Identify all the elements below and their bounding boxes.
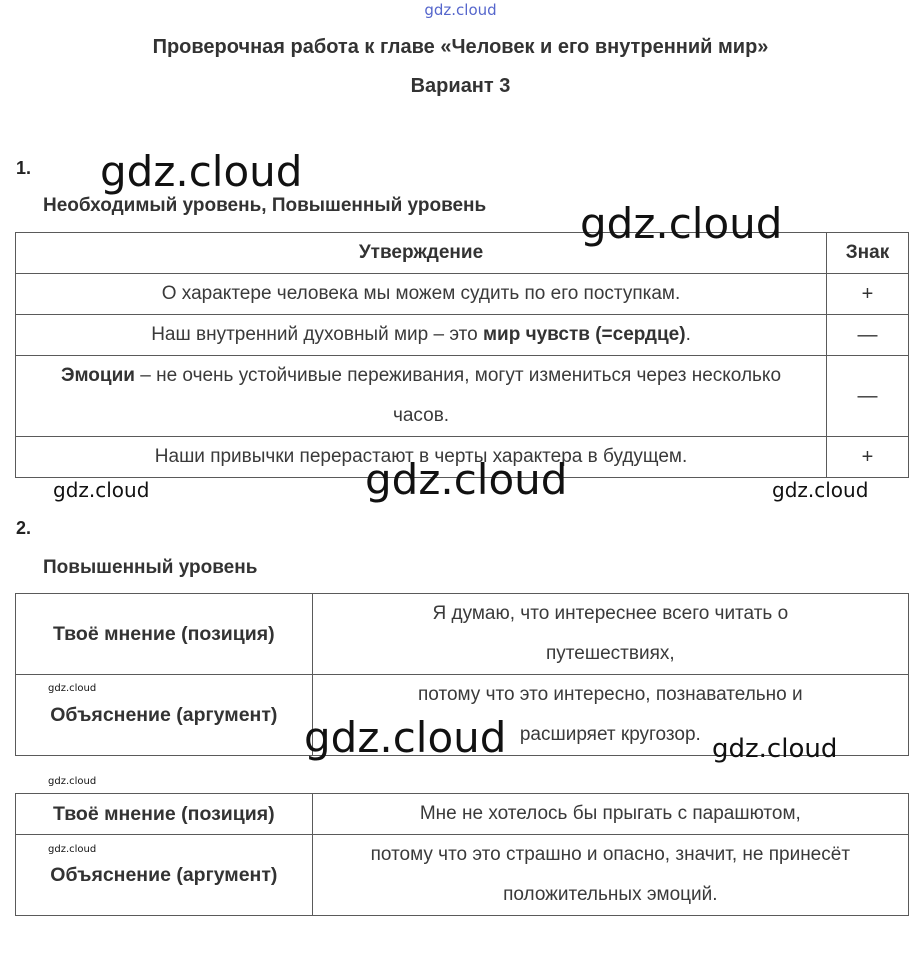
page-subtitle: Вариант 3	[410, 75, 511, 97]
task-1-table	[15, 232, 909, 478]
statement-cell: Наши привычки перерастают в черты характера в будущем.	[16, 437, 827, 478]
statement-cell	[16, 356, 827, 437]
statement-text: Наш внутренний духовный мир – это	[151, 324, 483, 345]
watermark-large: gdz.cloud	[100, 147, 303, 196]
task-2-number: 2.	[16, 518, 32, 538]
sign-cell: +	[827, 274, 909, 315]
argument-label: Объяснение (аргумент)	[16, 675, 313, 756]
statement-cell	[16, 315, 827, 356]
argument-value: потому что это страшно и опасно, значит, не принесёт положительных эмоций.	[312, 835, 908, 916]
page-title: Проверочная работа к главе «Человек и его внутренний мир»	[152, 36, 769, 58]
watermark-small: gdz.cloud	[48, 776, 97, 787]
opinion-label: Твоё мнение (позиция)	[16, 594, 313, 675]
header-sign: Знак	[827, 233, 909, 274]
watermark-top: gdz.cloud	[424, 1, 497, 19]
task-1-level: Необходимый уровень, Повышенный уровень	[43, 195, 487, 216]
watermark-medium: gdz.cloud	[53, 478, 150, 502]
opinion-value: Я думаю, что интереснее всего читать о путешествиях,	[312, 594, 908, 675]
statement-text: – не очень устойчивые переживания, могут измениться через несколько часов.	[134, 365, 782, 426]
table-row	[16, 315, 909, 356]
watermark-large: gdz.cloud	[580, 199, 783, 248]
sign-cell: +	[827, 437, 909, 478]
statement-bold-text: мир чувств (=сердце)	[482, 324, 686, 345]
table-row	[16, 356, 909, 437]
table-row	[16, 594, 909, 675]
task-1-number: 1.	[16, 158, 32, 178]
statement-text-end: .	[685, 324, 691, 345]
watermark-small: gdz.cloud	[48, 683, 97, 694]
argument-value: потому что это интересно, познавательно и расширяет кругозор.	[312, 675, 908, 756]
table-row	[16, 274, 909, 315]
table-row	[16, 794, 909, 835]
argument-label: Объяснение (аргумент)	[16, 835, 313, 916]
task-2-table-2	[15, 793, 909, 916]
table-row	[16, 835, 909, 916]
watermark-large: gdz.cloud	[365, 455, 568, 504]
watermark-medium: gdz.cloud	[772, 478, 869, 502]
header-statement: Утверждение	[16, 233, 827, 274]
watermark-small: gdz.cloud	[48, 844, 97, 855]
statement-bold-text: Эмоции	[60, 365, 135, 386]
opinion-label: Твоё мнение (позиция)	[16, 794, 313, 835]
watermark-medium: gdz.cloud	[712, 734, 838, 764]
watermark-large: gdz.cloud	[304, 713, 507, 762]
task-2-level: Повышенный уровень	[43, 557, 258, 578]
statement-cell: О характере человека мы можем судить по его поступкам.	[16, 274, 827, 315]
opinion-value: Мне не хотелось бы прыгать с парашютом,	[312, 794, 908, 835]
sign-cell: —	[827, 315, 909, 356]
sign-cell: —	[827, 356, 909, 437]
